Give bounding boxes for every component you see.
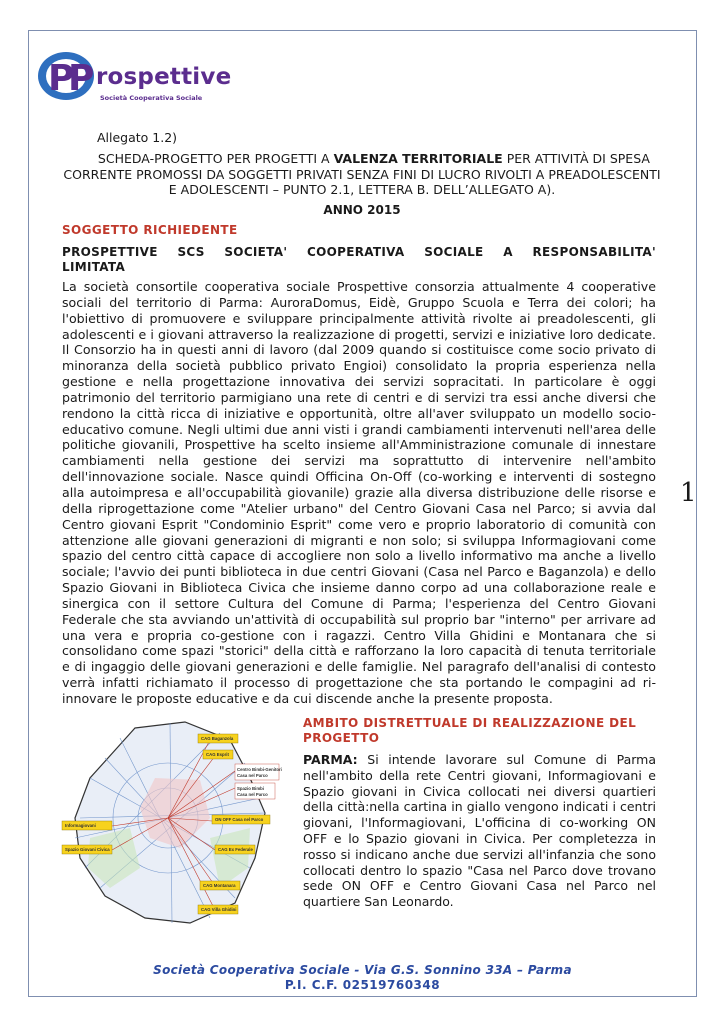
map-label-informagiovani: Informagiovani [65,823,96,828]
scheda-prefix: SCHEDA-PROGETTO PER PROGETTI A [97,151,330,166]
map-label-onoff: ON OFF Casa nel Parco [215,817,264,822]
footer-vat: P.I. C.F. 02519760348 [284,978,441,992]
map-label-villa-ghidini: CAG Villa Ghidini [201,907,237,912]
scheda-bold: VALENZA TERRITORIALE [333,151,503,166]
footer-address: Società Cooperativa Sociale - Via G.S. Sonnino 33A – Parma [153,963,572,977]
org-name-line1: PROSPETTIVE SCS SOCIETA' COOPERATIVA SOCIALE A RESPONSABILITA' [62,245,656,259]
parma-description: Si intende lavorare sul Comune di Parma nell'ambito della rete Centri giovani, Informagiovani e Spazio giovani in Civica collocati nei diversi quartieri della città:nella cartina in giallo vengono indicati i centri giovani, l'Informagiovani, L'officina di co-working ON OFF e lo Spazio giovani in Civica. Per completezza in rosso si indicano anche due servizi all'infanzia che sono collocati dentro lo spazio "Casa nel Parco dove trovano sede ON OFF e Centro Giovani Casa nel Parco nel quartiere San Leonardo. [303,752,657,910]
map-label-esprit: CAG Esprit [206,752,229,757]
scheda-title [62,151,662,198]
logo-wordmark: rospettive [96,64,232,90]
map-label-spazio-bimbi: Spazio Bimbi [237,786,264,791]
map-label-centro-bimbi: Centro Bimbi-Genitori [237,767,282,772]
parma-map [60,718,290,930]
map-label-spazio-civica: Spazio Giovani Civica [65,847,110,852]
map-label-montanara: CAG Montanara [203,883,236,888]
svg-text:P: P [48,58,75,99]
ambito-body [303,752,656,910]
anno-title: ANNO 2015 [323,203,401,217]
org-name-line2: LIMITATA [62,260,126,274]
map-label-centro-bimbi-2: Casa nel Parco [237,773,268,778]
soggetto-body: La società consortile cooperativa sociale Prospettive consorzia attualmente 4 cooperative sociali del territorio di Parma: AuroraDomus, Eidè, Gruppo Scuola e Terra dei colori; ha l'obiettivo di promuovere e sviluppare principalmente attività rivolte ai preadolescenti, gli adolescenti e i giovani attraverso la realizzazione di progetti, servizi e iniziative loro dedicate. Il Consorzio ha in questi anni di lavoro (dal 2009 quando si costituisce come socio privato di minoranza della società pubblico privato Engioi) consolidato la propria esperienza nella gestione e nella progettazione innovativa dei servizi sopracitati. In particolare è oggi patrimonio del territorio parmigiano una rete di centri e di servizi tra essi anche diversi che rendono la città ricca di iniziative e opportunità, oltre all'aver sviluppato un modello socio-educativo comune. Negli ultimi due anni visti i grandi cambiamenti intervenuti nell'area delle politiche giovanili, Prospettive ha scelto insieme all'Amministrazione comunale di innestare cambiamenti nella gestione dei servizi ma soprattutto di intervenire nell'ambito dell'innovazione sociale. Nasce quindi Officina On-Off (co-working e interventi di sostegno alla autoimpresa e all'occupabilità giovanile) grazie alla diversa distribuzione delle risorse e della riprogettazione come "Atelier urbano" del Centro Giovani Casa nel Parco; si avvia dal Centro giovani Esprit "Condominio Esprit" come vero e proprio laboratorio di comunità con attenzione alle giovani generazioni di migranti e non solo; si sviluppa Informagiovani come spazio del centro città capace di accogliere non solo a livello informativo ma anche a livello sociale; l'avvio dei punti biblioteca in due centri Giovani (Casa nel Parco e Baganzola) e dello Spazio Giovani in Biblioteca Civica che insieme danno corpo ad una collaborazione reale e sinergica con il settore Cultura del Comune di Parma; l'esperienza del Centro Giovani Federale che sta avviando un'attività di occupabilità sul proprio bar "interno" per arrivare ad una vera e propria co-gestione con i ragazzi. Centro Villa Ghidini e Montanara che si consolidano come spazi "storici" della città e rafforzano la loro capacità di tenuta territoriale e di ingaggio delle giovani generazioni e delle famiglie. Nel paragrafo dell'analisi di contesto verrà infatti richiamato il processo di progettazione che sta portando le compagini ad ri-innovare le proposte educative e da cui discende anche la presente proposta. [62,279,656,706]
scheda-suffix: PER ATTIVITÀ DI SPESA CORRENTE PROMOSSI DA SOGGETTI PRIVATI SENZA FINI DI LUCRO RIVOLTI A PREADOLESCENTI E ADOLESCENTI – PUNTO 2.1, LETTERA B. DELL’ALLEGATO A). [63,151,661,197]
parma-label: PARMA: [303,752,358,767]
map-label-federale: CAG Ex Federale [218,847,253,852]
soggetto-heading: SOGGETTO RICHIEDENTE [62,223,238,237]
page-number: 1 [680,478,697,508]
map-label-spazio-bimbi-2: Casa nel Parco [237,792,268,797]
svg-text:P: P [68,58,95,99]
allegato-label: Allegato 1.2) [97,130,178,145]
map-label-baganzola: CAG Baganzola [201,736,234,741]
ambito-heading: AMBITO DISTRETTUALE DI REALIZZAZIONE DEL PROGETTO [303,716,637,745]
logo-subtitle: Società Cooperativa Sociale [100,94,203,102]
